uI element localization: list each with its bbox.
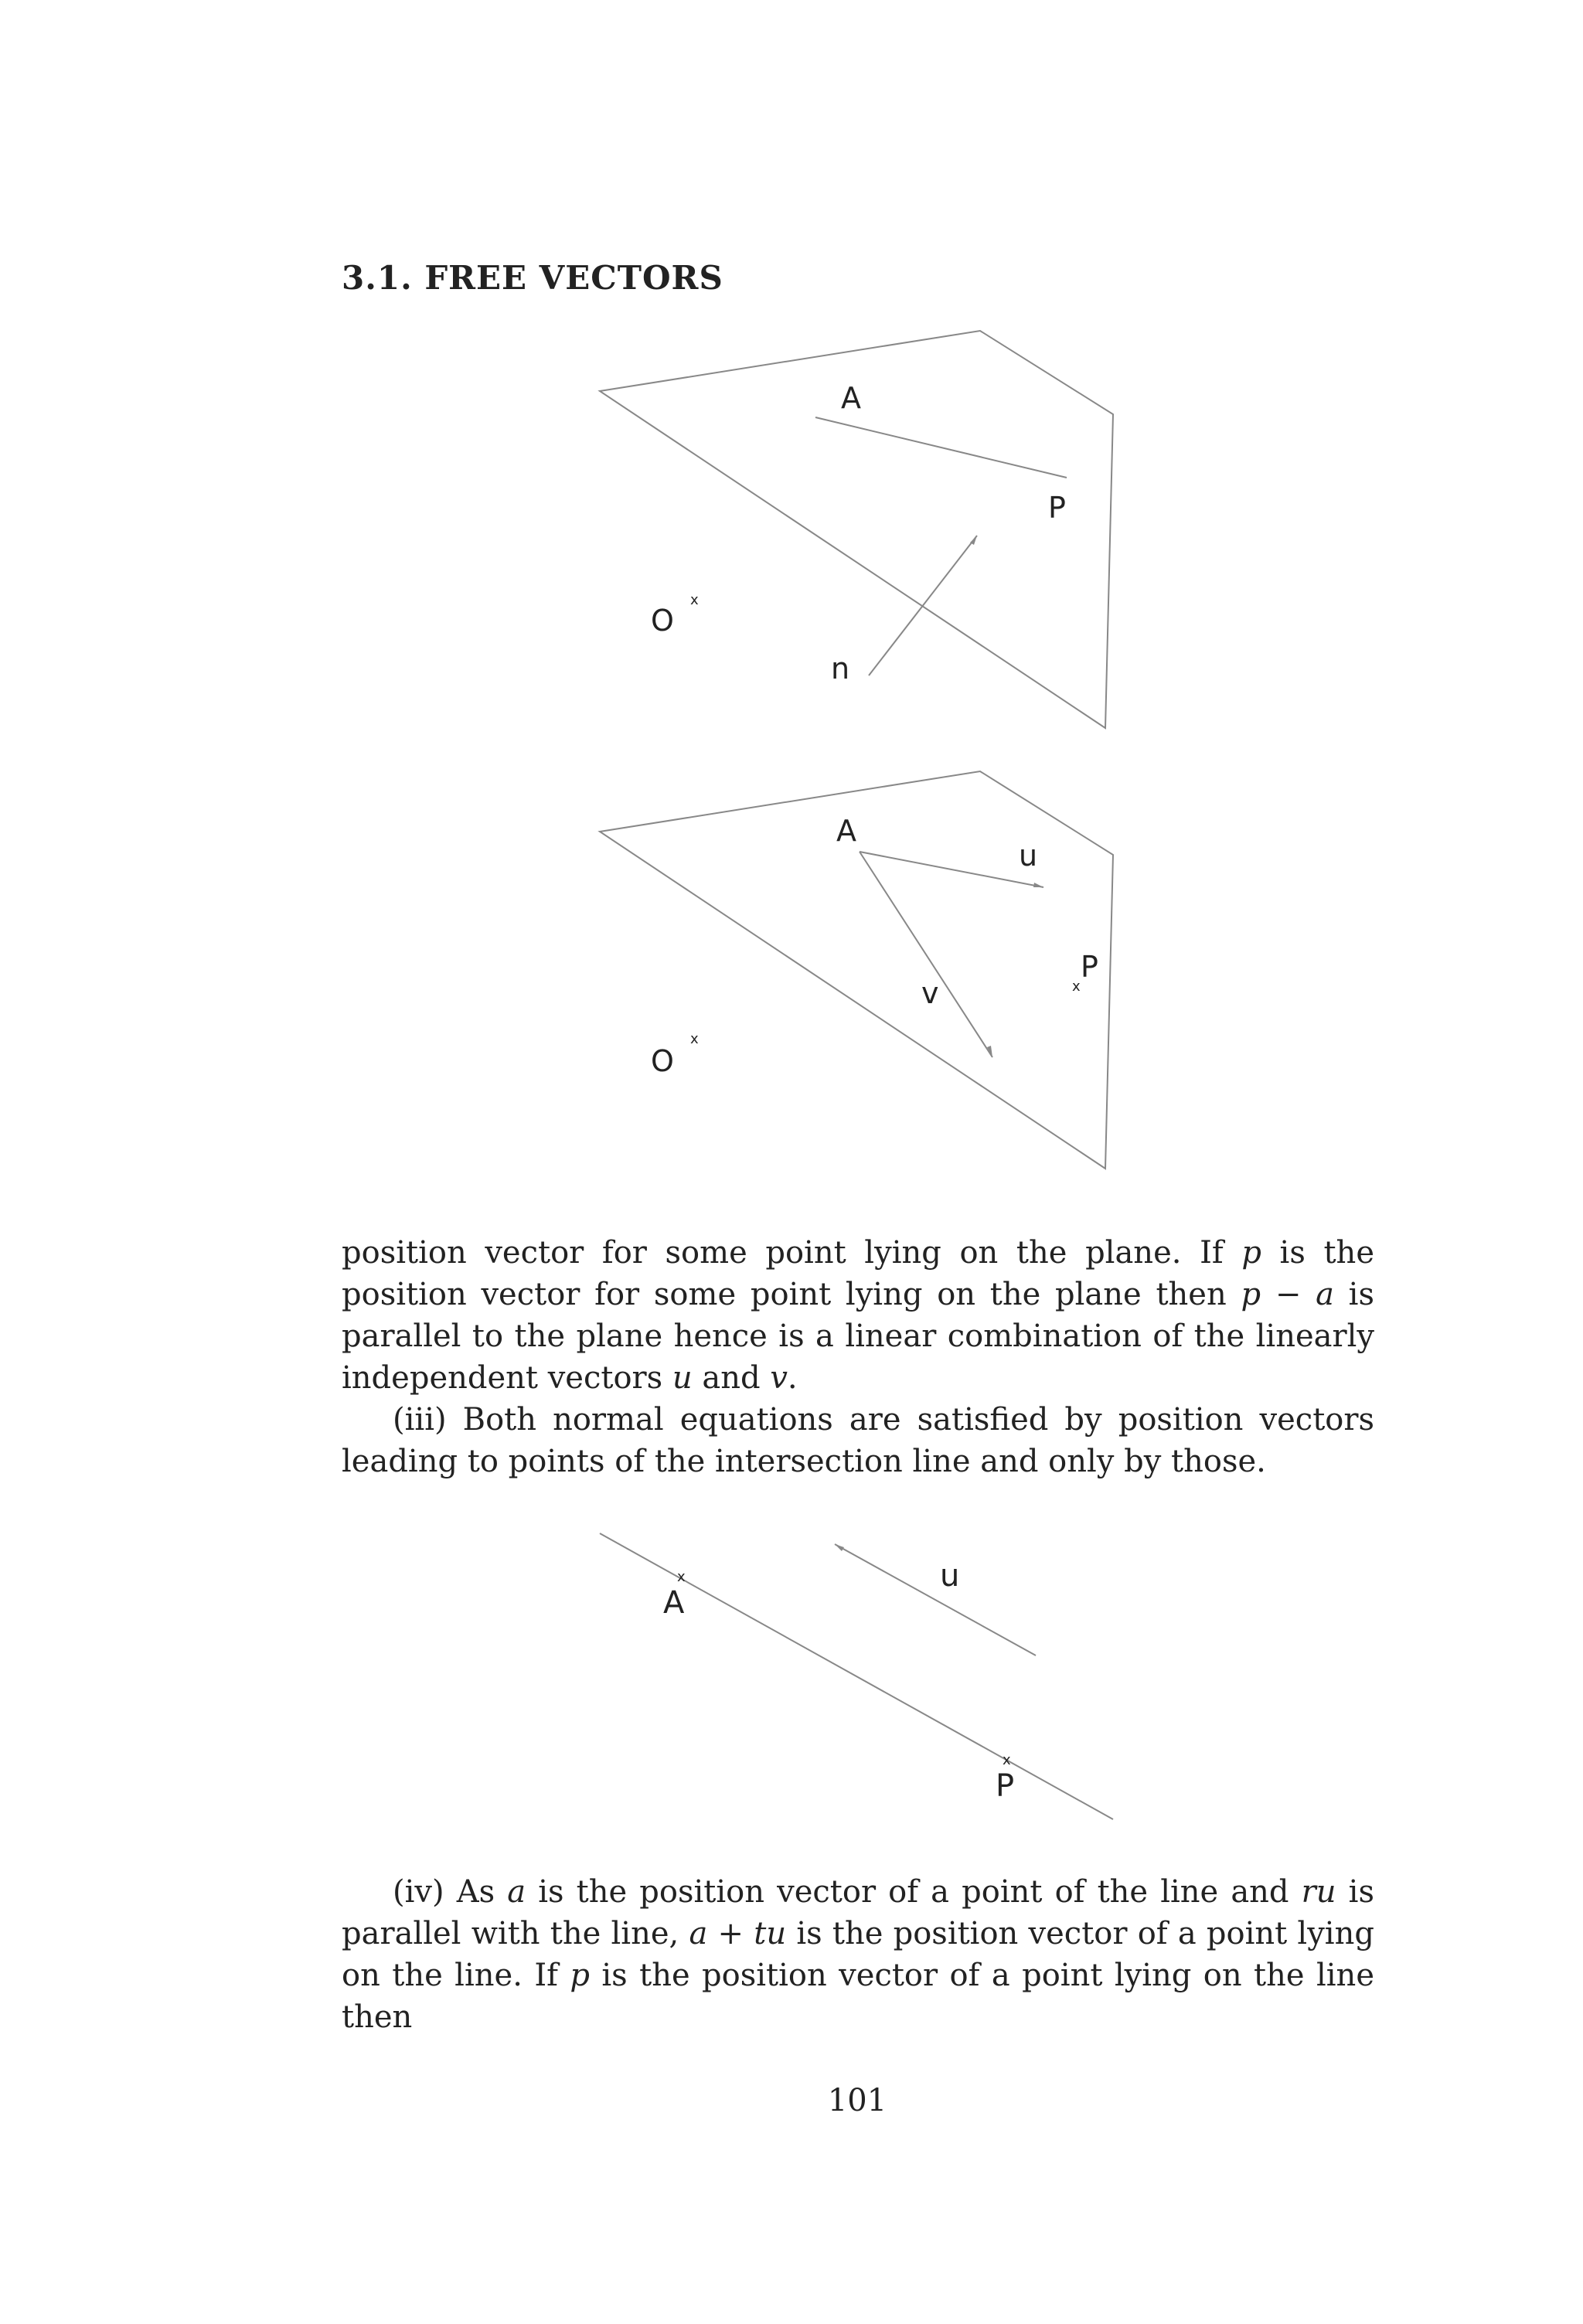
plane-outline xyxy=(600,771,1113,1169)
label-o: O xyxy=(651,604,674,638)
figure-line-direction-svg xyxy=(0,1507,1583,1832)
label-a: A xyxy=(841,381,861,415)
direction-arrowhead xyxy=(835,1544,844,1551)
point-p-mark: x xyxy=(1072,978,1081,995)
label-p: P xyxy=(996,1768,1015,1804)
vector-u-arrowhead xyxy=(1033,883,1043,887)
direction-vector-u xyxy=(835,1544,1036,1655)
paragraph-ii-continued: position vector for some point lying on the plane. If p is the position vector for some point lying on the plane then p − a is parallel to the plane hence is a linear combination of the linearly independent vectors u and v. xyxy=(342,1235,1374,1396)
segment-a-p xyxy=(815,417,1067,478)
label-p: P xyxy=(1048,491,1066,525)
label-u: u xyxy=(1019,839,1038,873)
paragraph-iii: (iii) Both normal equations are satisfied by position vectors leading to points of the intersection line and only by those. xyxy=(342,1402,1374,1479)
label-p: P xyxy=(1081,950,1098,984)
section-header: 3.1. FREE VECTORS xyxy=(342,259,723,297)
origin-mark: x xyxy=(690,592,699,608)
figure-line-direction xyxy=(0,1507,1583,1832)
figure-plane-normal-svg xyxy=(0,317,1583,750)
vector-u xyxy=(860,852,1043,887)
paragraph-iv xyxy=(342,1871,1374,2038)
figure-plane-spanning-vectors xyxy=(0,757,1583,1175)
label-a: A xyxy=(836,814,856,848)
label-v: v xyxy=(921,976,939,1010)
label-o: O xyxy=(651,1044,674,1078)
point-p-mark: x xyxy=(1003,1752,1011,1768)
normal-vector-n xyxy=(869,536,977,675)
label-a: A xyxy=(663,1585,685,1621)
vector-v xyxy=(860,852,992,1057)
figure-plane-normal xyxy=(0,317,1583,750)
origin-mark: x xyxy=(690,1031,699,1047)
label-n: n xyxy=(831,652,850,686)
point-a-mark: x xyxy=(677,1569,686,1585)
figure-plane-spanning-vectors-svg xyxy=(0,757,1583,1175)
paragraph-plane-proof xyxy=(342,1232,1374,1482)
label-u: u xyxy=(940,1558,960,1594)
paragraph-iv-text: (iv) As a is the position vector of a point of the line and ru is parallel with the line, a + tu is the position vector of a point lying on the line. If p is the position vector of a point lying on the line then xyxy=(342,1874,1374,2035)
page-number: 101 xyxy=(827,2083,887,2118)
